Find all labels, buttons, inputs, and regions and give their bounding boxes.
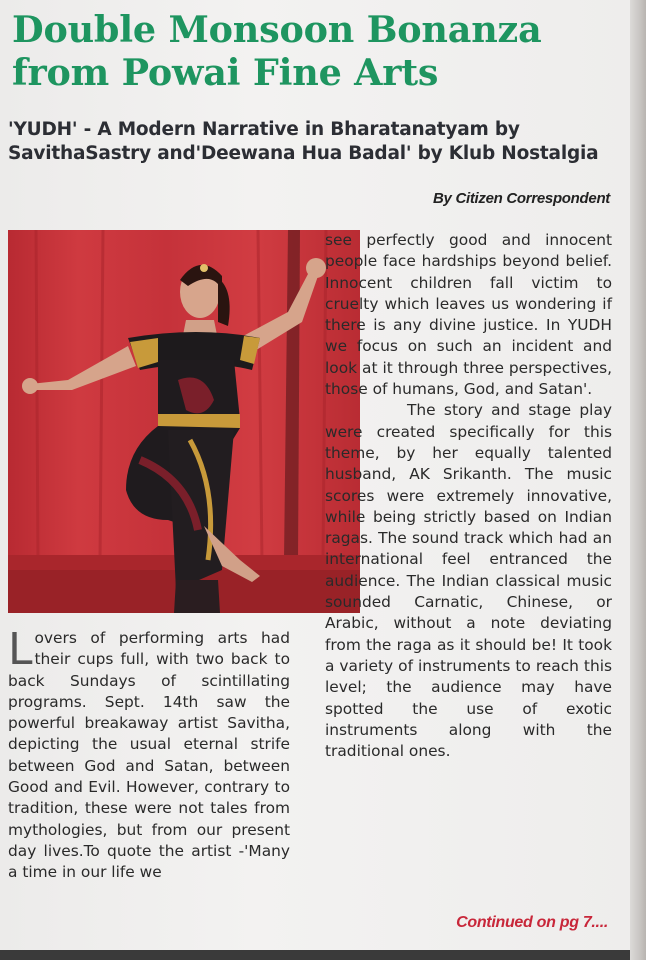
bottom-rule bbox=[0, 950, 636, 960]
subheadline: 'YUDH' - A Modern Narrative in Bharatanatyam by SavithaSastry and'Deewana Hua Badal' by Klub Nostalgia bbox=[8, 119, 599, 164]
dropcap: L bbox=[8, 624, 33, 675]
bharatanatyam-dancer-photo bbox=[8, 230, 360, 613]
headline: Double Monsoon Bonanza from Powai Fine Arts bbox=[12, 8, 542, 94]
left-column bbox=[8, 624, 290, 884]
left-column-text: overs of performing arts had their cups full, with two back to back Sundays of scintillating programs. Sept. 14th saw the powerful breakaway artist Savitha, depicting the usual eternal strife between God and Satan, between Good and Evil. However, contrary to tradition, these were not tales from mythologies, but from our present day lives.To quote the artist -'Many a time in our life we bbox=[8, 629, 290, 882]
quote-paragraph: see perfectly good and innocent people face hardships beyond belief. Innocent children fall victim to cruelty which leaves us wondering if there is any divine justice. In YUDH we focus on such an incident and look at it through three perspectives, those of humans, God, and Satan'. bbox=[325, 231, 612, 399]
byline: By Citizen Correspondent bbox=[433, 190, 610, 207]
continued-link[interactable]: Continued on pg 7.... bbox=[456, 914, 608, 931]
page-edge-shadow bbox=[630, 0, 646, 960]
dancer-photo-icon bbox=[8, 230, 360, 613]
story-paragraph: The story and stage play were created specifically for this theme, by her equally talented husband, AK Srikanth. The music scores were extremely innovative, while being strictly based on Indian ragas. The sound track which had an international feel entranced the audience. The Indian classical music sounded Carnatic, Chinese, or Arabic, without a note deviating from the raga as it should be! It took a variety of instruments to reach this level; the audience may have spotted the use of exotic instruments along with the traditional ones. bbox=[325, 401, 612, 761]
right-column bbox=[325, 230, 612, 762]
opening-paragraph bbox=[8, 624, 290, 884]
